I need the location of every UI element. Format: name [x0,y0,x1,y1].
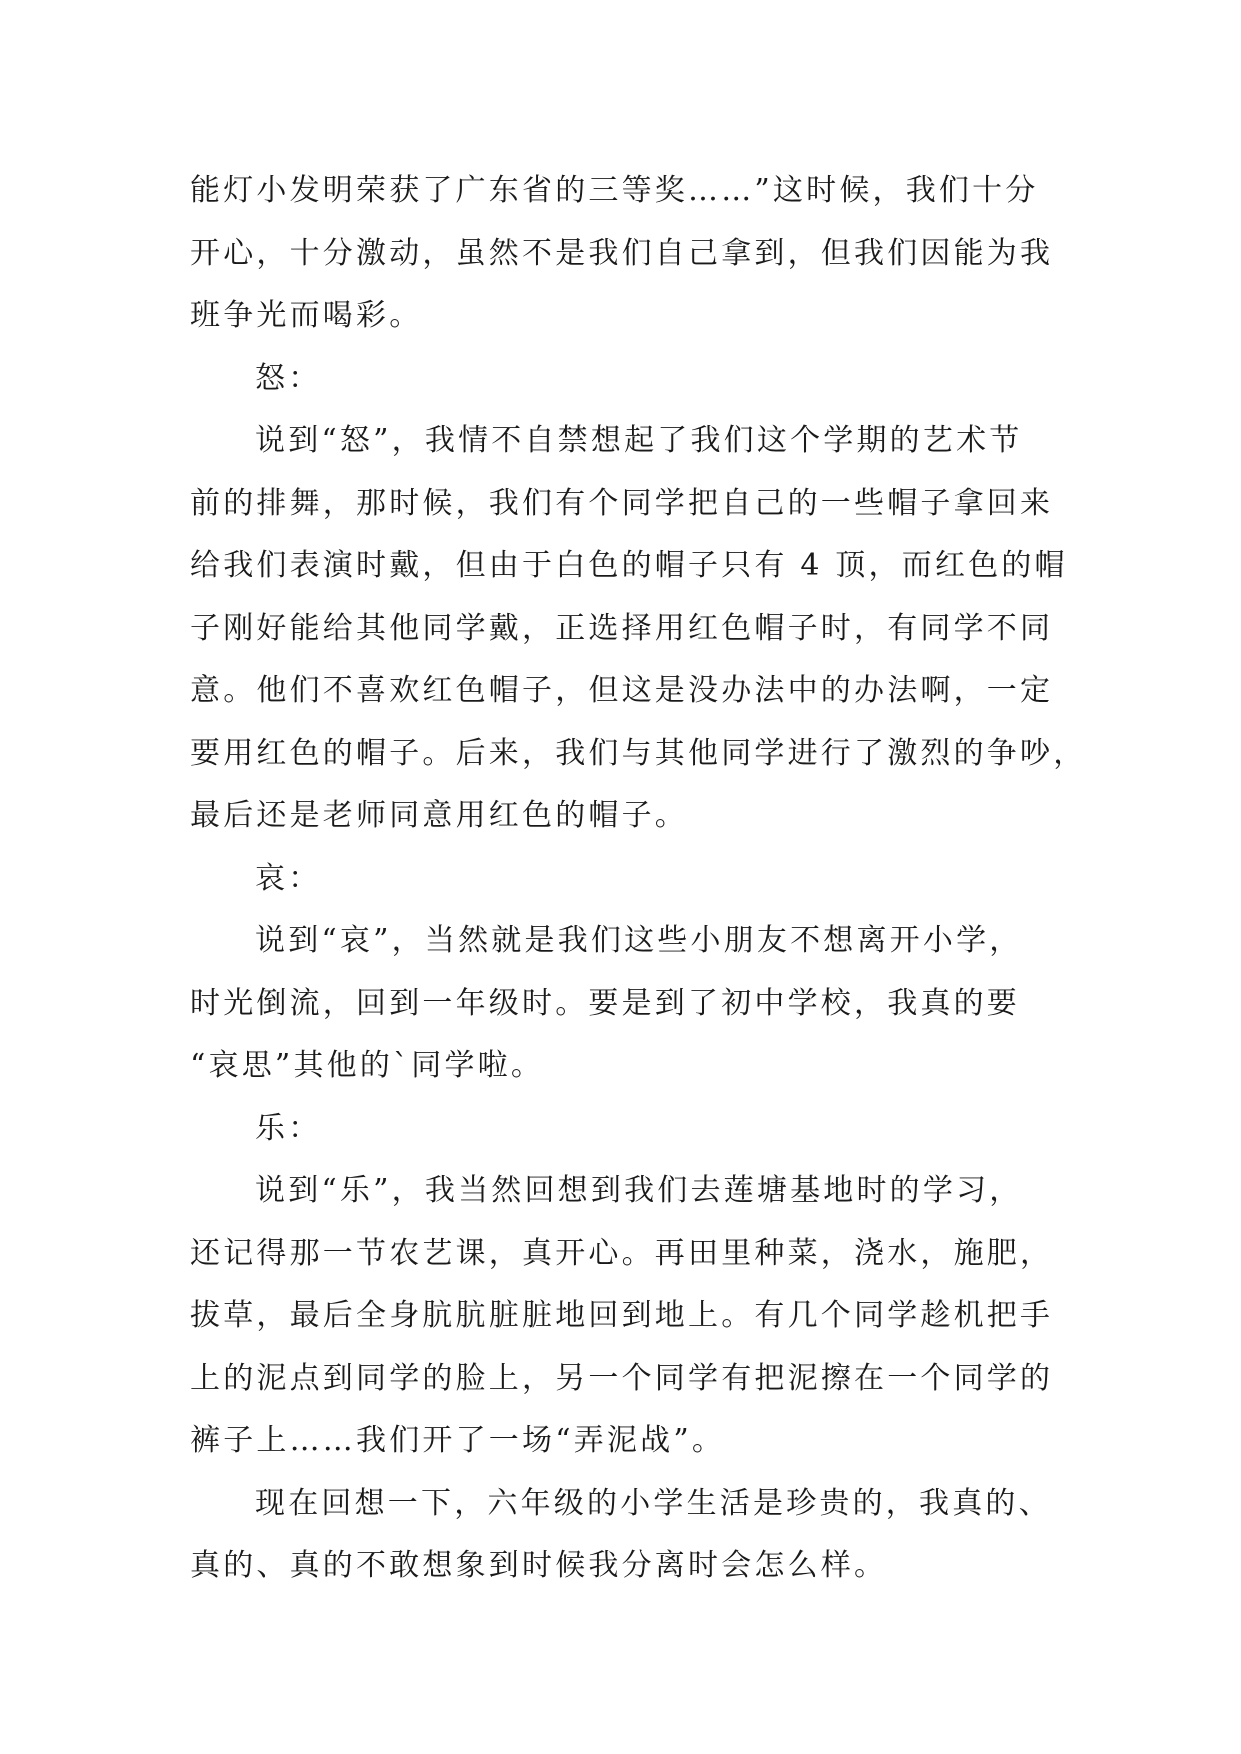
essay-body [190,160,1087,1598]
text-line: 给我们表演时戴，但由于白色的帽子只有 4 顶，而红色的帽 [190,548,1068,583]
section-heading-anger: 怒： [255,360,322,396]
text-line: 时光倒流，回到一年级时。要是到了初中学校，我真的要 [190,985,1020,1021]
text-line: 裤子上……我们开了一场“弄泥战”。 [190,1423,726,1458]
text-line: 子刚好能给其他同学戴，正选择用红色帽子时，有同学不同 [190,610,1054,646]
text-line: 真的、真的不敢想象到时候我分离时会怎么样。 [190,1548,888,1583]
text-line: “哀思”其他的`同学啦。 [190,1048,545,1083]
paragraph-start: 说到“乐”，我当然回想到我们去莲塘基地时的学习， [255,1173,1023,1208]
text-line: 开心，十分激动，虽然不是我们自己拿到，但我们因能为我 [190,235,1054,271]
text-line: 要用红色的帽子。后来，我们与其他同学进行了激烈的争吵， [190,735,1087,771]
text-line: 拔草，最后全身肮肮脏脏地回到地上。有几个同学趁机把手 [190,1298,1054,1333]
paragraph-start: 说到“哀”，当然就是我们这些小朋友不想离开小学， [255,923,1023,958]
paragraph-start: 现在回想一下，六年级的小学生活是珍贵的，我真的、 [255,1485,1052,1521]
section-heading-joy: 乐： [255,1110,322,1146]
text-line: 还记得那一节农艺课，真开心。再田里种菜，浇水，施肥， [190,1235,1054,1271]
text-line: 上的泥点到同学的脸上，另一个同学有把泥擦在一个同学的 [190,1360,1054,1396]
text-line: 班争光而喝彩。 [190,298,423,333]
text-line: 意。他们不喜欢红色帽子，但这是没办法中的办法啊，一定 [190,673,1054,708]
section-heading-sorrow: 哀： [255,860,322,896]
paragraph-start: 说到“怒”，我情不自禁想起了我们这个学期的艺术节 [255,423,1023,458]
text-line: 最后还是老师同意用红色的帽子。 [190,798,688,833]
text-line: 能灯小发明荣获了广东省的三等奖……”这时候，我们十分 [190,173,1039,208]
text-line: 前的排舞，那时候，我们有个同学把自己的一些帽子拿回来 [190,485,1054,521]
